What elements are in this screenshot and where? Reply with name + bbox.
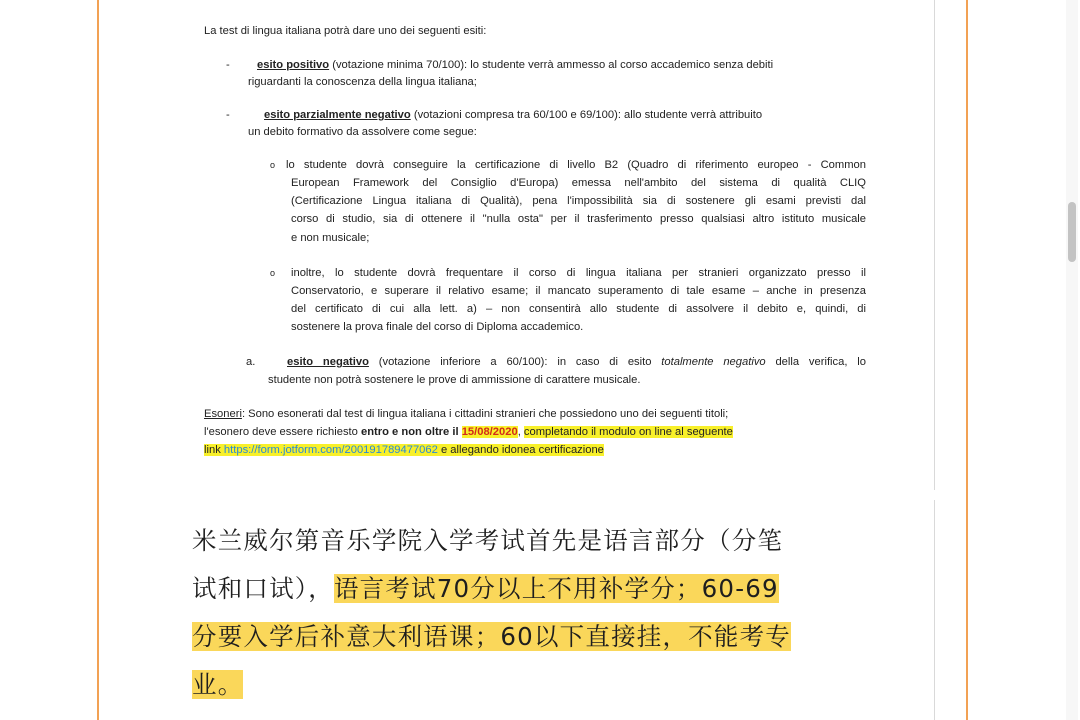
- highlighted-text: e allegando idonea certificazione: [437, 444, 604, 456]
- intro-text: La test di lingua italiana potrà dare uno dei seguenti esiti:: [204, 25, 487, 37]
- sub-text: e non musicale;: [291, 232, 370, 244]
- sub-text: (Certificazione Lingua italiana di Qualità), pena l'impossibilità sia di sostenere gli esami previsti dal: [291, 195, 866, 207]
- item-text: riguardanti la conoscenza della lingua italiana;: [248, 76, 477, 88]
- item-text: un debito formativo da assolvere come segue:: [248, 126, 477, 138]
- item-text: (votazione minima 70/100): lo studente verrà ammesso al corso accademico senza debiti: [329, 59, 774, 71]
- item-marker: a.: [246, 356, 256, 368]
- sub-text: corso di studio, sia di ottenere il "nulla osta" per il trasferimento presso qualsiasi altro istituto musicale: [291, 213, 866, 225]
- caption-line: [192, 572, 779, 606]
- item-title: esito negativo: [287, 356, 369, 368]
- sub-bullet: o: [270, 268, 276, 278]
- item-text: (votazioni compresa tra 60/100 e 69/100): allo studente verrà attribuito: [410, 109, 763, 121]
- highlighted-text: completando il modulo on line al seguente: [523, 426, 733, 438]
- caption-text: 试和口试），: [192, 574, 334, 603]
- caption-line: [192, 668, 243, 702]
- exemptions-text: : Sono esonerati dal test di lingua italiana i cittadini stranieri che possiedono uno dei seguenti titoli;: [241, 408, 729, 420]
- exemptions-line: [204, 406, 728, 422]
- item-negative: [287, 354, 866, 370]
- sub-text: lo studente dovrà conseguire la certificazione di livello B2 (Quadro di riferimento europeo - Common: [286, 159, 866, 171]
- caption-highlight: 分要入学后补意大利语课；60以下直接挂，不能考专: [192, 622, 791, 651]
- item-text: (votazione inferiore a 60/100): in caso di esito: [368, 356, 662, 368]
- sub-text: Conservatorio, e superare il relativo esame; il mancato superamento di tale esame – anche in presenza: [291, 285, 866, 297]
- exemptions-text: ,: [517, 426, 521, 438]
- deadline-label: entro e non oltre il: [360, 426, 459, 438]
- caption-line: [192, 620, 791, 654]
- item-marker: -: [226, 59, 230, 71]
- sub-text: European Framework del Consiglio d'Europa) emessa nell'ambito del sistema di qualità CLIQ: [291, 177, 866, 189]
- form-link[interactable]: https://form.jotform.com/200191789477062: [223, 444, 438, 456]
- caption-line: 米兰威尔第音乐学院入学考试首先是语言部分（分笔: [192, 526, 784, 555]
- sub-bullet: o: [270, 160, 276, 170]
- item-title: esito positivo: [257, 59, 330, 71]
- exemptions-label: Esoneri: [204, 408, 242, 420]
- caption-highlight: 业。: [192, 670, 244, 699]
- exemptions-line: [204, 442, 604, 458]
- item-positive: [257, 57, 773, 73]
- item-text: studente non potrà sostenere le prove di ammissione di carattere musicale.: [268, 374, 641, 386]
- sub-text: inoltre, lo studente dovrà frequentare il corso di lingua italiana per stranieri organizzato presso il: [291, 267, 866, 279]
- highlighted-text: link: [204, 444, 224, 456]
- item-marker: -: [226, 109, 230, 121]
- item-text-italic: totalmente negativo: [661, 356, 766, 368]
- document-edge-lower: [934, 500, 935, 720]
- sub-text: sostenere la prova finale del corso di Diploma accademico.: [291, 321, 584, 333]
- item-partially-negative: [264, 107, 762, 123]
- exemptions-line: [204, 424, 733, 440]
- item-title: esito parzialmente negativo: [264, 109, 411, 121]
- item-text: della verifica, lo: [765, 356, 866, 368]
- exemptions-text: l'esonero deve essere richiesto: [204, 426, 361, 438]
- sub-text: del certificato di cui alla lett. a) – non consentirà allo studente di assolvere il debito e, quindi, di: [291, 303, 866, 315]
- caption-highlight: 语言考试70分以上不用补学分；60-69: [333, 574, 779, 603]
- deadline-date: 15/08/2020: [461, 426, 518, 438]
